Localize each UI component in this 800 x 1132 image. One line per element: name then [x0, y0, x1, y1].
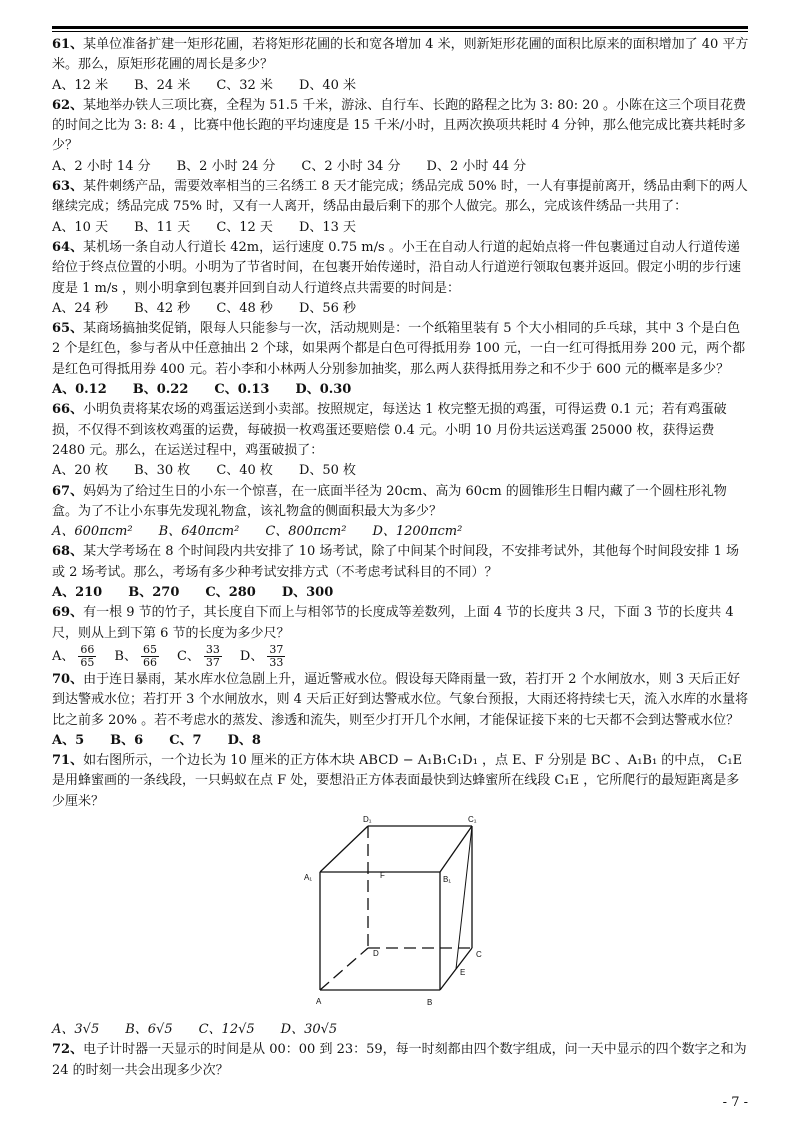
- options-64: [52, 299, 750, 319]
- option-b: B、6√5: [125, 1021, 173, 1037]
- option-a: A、5: [52, 732, 85, 748]
- label-f: F: [380, 870, 385, 880]
- numerator: 66: [80, 642, 95, 656]
- option-a: A、10 天: [52, 219, 109, 235]
- label-c1: C₁: [468, 814, 477, 824]
- denominator: 37: [205, 655, 220, 669]
- question-text: 某件刺绣产品，需要效率相当的三名绣工 8 天才能完成；绣品完成 50% 时，一人有事提前离开，绣品由剩下的两人继续完成；绣品完成 75% 时，又有一人离开，绣品由最后剩下的那个人做完。那么，完成该件绣品一共用了：: [52, 179, 748, 215]
- option-d: D、50 枚: [298, 463, 357, 479]
- option-d: D、1200πcm²: [372, 524, 463, 540]
- numerator: 65: [142, 642, 157, 656]
- question-72: [52, 1040, 750, 1081]
- question-number: 63、: [52, 179, 84, 195]
- option-a: A、600πcm²: [52, 524, 133, 540]
- option-a: A、24 秒: [52, 300, 109, 316]
- option-d: D、300: [281, 585, 334, 601]
- question-number: 72、: [52, 1042, 84, 1058]
- option-d: D、56 秒: [298, 300, 357, 316]
- option-d: D、13 天: [298, 219, 357, 235]
- option-c: C、12 天: [216, 219, 273, 235]
- question-number: 71、: [52, 753, 84, 769]
- option-b: B、11 天: [134, 219, 191, 235]
- edge-a1d1: [320, 826, 368, 872]
- option-c: C、32 米: [216, 77, 273, 93]
- option-label: D、: [239, 648, 264, 664]
- option-d: D、40 米: [298, 77, 357, 93]
- question-71: [52, 751, 750, 812]
- option-d: D、30√5: [280, 1021, 338, 1037]
- options-63: [52, 218, 750, 238]
- question-number: 64、: [52, 239, 84, 255]
- question-text: 小明负责将某农场的鸡蛋运送到小卖部。按照规定，每送达 1 枚完整无损的鸡蛋，可得运费 0.1 元；若有鸡蛋破损，不仅得不到该枚鸡蛋的运费，每破损一枚鸡蛋还要赔偿 0.4 元。小明 10 月份共运送鸡蛋 25000 枚，获得运费 2480 元。那么，在运送过程中，鸡蛋破损了：: [52, 402, 727, 458]
- option-a: [52, 644, 100, 670]
- options-66: [52, 461, 750, 481]
- option-b: B、270: [128, 585, 180, 601]
- fraction: [267, 644, 285, 669]
- question-65: [52, 319, 750, 380]
- option-d: D、0.30: [295, 382, 352, 398]
- option-b: B、42 秒: [134, 300, 191, 316]
- option-label: B、: [114, 648, 137, 664]
- question-text: 某大学考场在 8 个时间段内共安排了 10 场考试，除了中间某个时间段，不安排考试外，其他每个时间段安排 1 场或 2 场考试。那么，考场有多少种考试安排方式（不考虑考试科目的不同）？: [52, 544, 739, 580]
- option-b: B、2 小时 24 分: [176, 158, 276, 174]
- label-d: D: [373, 948, 379, 958]
- header-rule-thick: [52, 26, 748, 29]
- cube-figure: [0, 812, 800, 1020]
- options-62: [52, 157, 750, 177]
- option-a: A、12 米: [52, 77, 109, 93]
- question-number: 62、: [52, 97, 84, 113]
- label-b1: B₁: [443, 874, 452, 884]
- question-69: [52, 603, 750, 644]
- question-67: [52, 482, 750, 523]
- option-c: C、280: [205, 585, 256, 601]
- page-number: - 7 -: [722, 1095, 748, 1110]
- option-a: A、210: [52, 585, 103, 601]
- option-d: [240, 644, 289, 670]
- numerator: 37: [269, 642, 284, 656]
- option-c: C、800πcm²: [265, 524, 347, 540]
- question-number: 65、: [52, 321, 84, 337]
- options-67: [52, 522, 750, 542]
- option-a: A、2 小时 14 分: [52, 158, 151, 174]
- option-d: D、2 小时 44 分: [426, 158, 527, 174]
- question-text: 如右图所示，一个边长为 10 厘米的正方体木块 ABCD − A₁B₁C₁D₁ ，点 E、F 分别是 BC 、A₁B₁ 的中点， C₁E 是用蜂蜜画的一条线段，一只蚂蚁在点 F 处，要想沿正方体表面最快到达蜂蜜所在线段 C₁E ，它所爬行的最短距离是多少厘米？: [52, 753, 743, 809]
- question-63: [52, 177, 750, 218]
- question-61: [52, 35, 750, 76]
- question-number: 66、: [52, 402, 84, 418]
- question-number: 67、: [52, 483, 84, 499]
- question-70: [52, 670, 750, 731]
- question-text: 某机场一条自动人行道长 42m，运行速度 0.75 m/s 。小王在自动人行道的起始点将一件包裹通过自动人行道传递给位于终点位置的小明。小明为了节省时间，在包裹开始传递时，沿自动人行道逆行领取包裹并返回。假定小明的步行速度是 1 m/s ，则小明拿到包裹并回到自动人行道终点共需要的时间是：: [52, 239, 742, 296]
- question-text: 某商场搞抽奖促销，限每人只能参与一次，活动规则是：一个纸箱里装有 5 个大小相同的乒乓球，其中 3 个是白色 2 个是红色，参与者从中任意抽出 2 个球，如果两个都是白色可得抵用券 100 元，一白一红可得抵用券 200 元，两个都是红色可得抵用券 400 元。若小李和小林两人分别参加抽奖，那么两人获得抵用券之和不少于 600 元的概率是多少？: [52, 321, 746, 377]
- option-b: B、6: [110, 732, 144, 748]
- option-label: C、: [176, 648, 200, 664]
- header-rule-thin: [52, 31, 748, 32]
- option-b: B、0.22: [132, 382, 189, 398]
- cube-diagram: [300, 814, 500, 1018]
- question-list: [52, 35, 750, 1081]
- options-65: [52, 380, 750, 400]
- fraction: [78, 644, 96, 669]
- label-e: E: [460, 967, 466, 977]
- denominator: 65: [80, 655, 95, 669]
- question-text: 某地举办铁人三项比赛，全程为 51.5 千米，游泳、自行车、长跑的路程之比为 3: 80: 20 。小陈在这三个项目花费的时间之比为 3: 8: 4 ，比赛中他长跑的平均速度是 15 千米/小时，且两次换项共耗时 4 分钟，那么他完成比赛共耗时多少？: [52, 97, 746, 154]
- option-c: C、2 小时 34 分: [301, 158, 401, 174]
- option-d: D、8: [227, 732, 261, 748]
- fraction: [204, 644, 222, 669]
- label-a: A: [316, 996, 322, 1006]
- option-c: C、0.13: [214, 382, 270, 398]
- label-a1: A₁: [304, 872, 313, 882]
- question-number: 69、: [52, 605, 84, 621]
- options-68: [52, 583, 750, 603]
- options-70: [52, 731, 750, 751]
- option-b: B、24 米: [134, 77, 191, 93]
- numerator: 33: [205, 642, 220, 656]
- denominator: 33: [269, 655, 284, 669]
- label-c: C: [476, 949, 482, 959]
- question-text: 某单位准备扩建一矩形花圃，若将矩形花圃的长和宽各增加 4 米，则新矩形花圃的面积比原来的面积增加了 40 平方米。那么，原矩形花圃的周长是多少？: [52, 37, 749, 73]
- option-b: B、640πcm²: [158, 524, 240, 540]
- denominator: 66: [142, 655, 157, 669]
- label-b: B: [427, 997, 433, 1007]
- question-64: [52, 238, 750, 299]
- option-a: A、0.12: [52, 382, 107, 398]
- label-d1: D₁: [363, 814, 372, 824]
- option-a: A、3√5: [52, 1021, 100, 1037]
- options-61: [52, 76, 750, 96]
- question-68: [52, 542, 750, 583]
- option-c: [177, 644, 226, 670]
- option-c: C、40 枚: [216, 463, 273, 479]
- options-69: [52, 644, 750, 670]
- option-c: C、12√5: [198, 1021, 255, 1037]
- option-c: C、48 秒: [216, 300, 273, 316]
- question-number: 70、: [52, 671, 84, 687]
- option-label: A、: [52, 648, 75, 664]
- option-b: B、30 枚: [134, 463, 191, 479]
- question-62: [52, 96, 750, 157]
- option-b: [114, 644, 163, 670]
- edge-ad-hidden: [320, 948, 368, 990]
- question-66: [52, 400, 750, 461]
- option-a: A、20 枚: [52, 463, 109, 479]
- option-c: C、7: [169, 732, 202, 748]
- question-text: 电子计时器一天显示的时间是从 00：00 到 23：59，每一时刻都由四个数字组成，问一天中显示的四个数字之和为 24 的时刻一共会出现多少次？: [52, 1042, 747, 1078]
- fraction: [141, 644, 159, 669]
- question-number: 68、: [52, 544, 84, 560]
- question-text: 由于连日暴雨，某水库水位急剧上升，逼近警戒水位。假设每天降雨量一致，若打开 2 个水闸放水，则 3 天后正好到达警戒水位；若打开 3 个水闸放水，则 4 天后正好到达警戒水位。气象台预报，大雨还将持续七天，流入水库的水量将比之前多 20% 。若不考虑水的蒸发、渗透和流失，则至少打开几个水闸，才能保证接下来的七天都不会到达警戒水位？: [52, 671, 749, 728]
- question-number: 61、: [52, 37, 84, 52]
- question-text: 妈妈为了给过生日的小东一个惊喜，在一底面半径为 20cm、高为 60cm 的圆锥形生日帽内藏了一个圆柱形礼物盒。为了不让小东事先发现礼物盒，该礼物盒的侧面积最大为多少？: [52, 483, 727, 519]
- options-71: [52, 1020, 750, 1040]
- question-text: 有一根 9 节的竹子，其长度自下而上与相邻节的长度成等差数列，上面 4 节的长度共 3 尺，下面 3 节的长度共 4 尺，则从上到下第 6 节的长度为多少尺？: [52, 605, 734, 641]
